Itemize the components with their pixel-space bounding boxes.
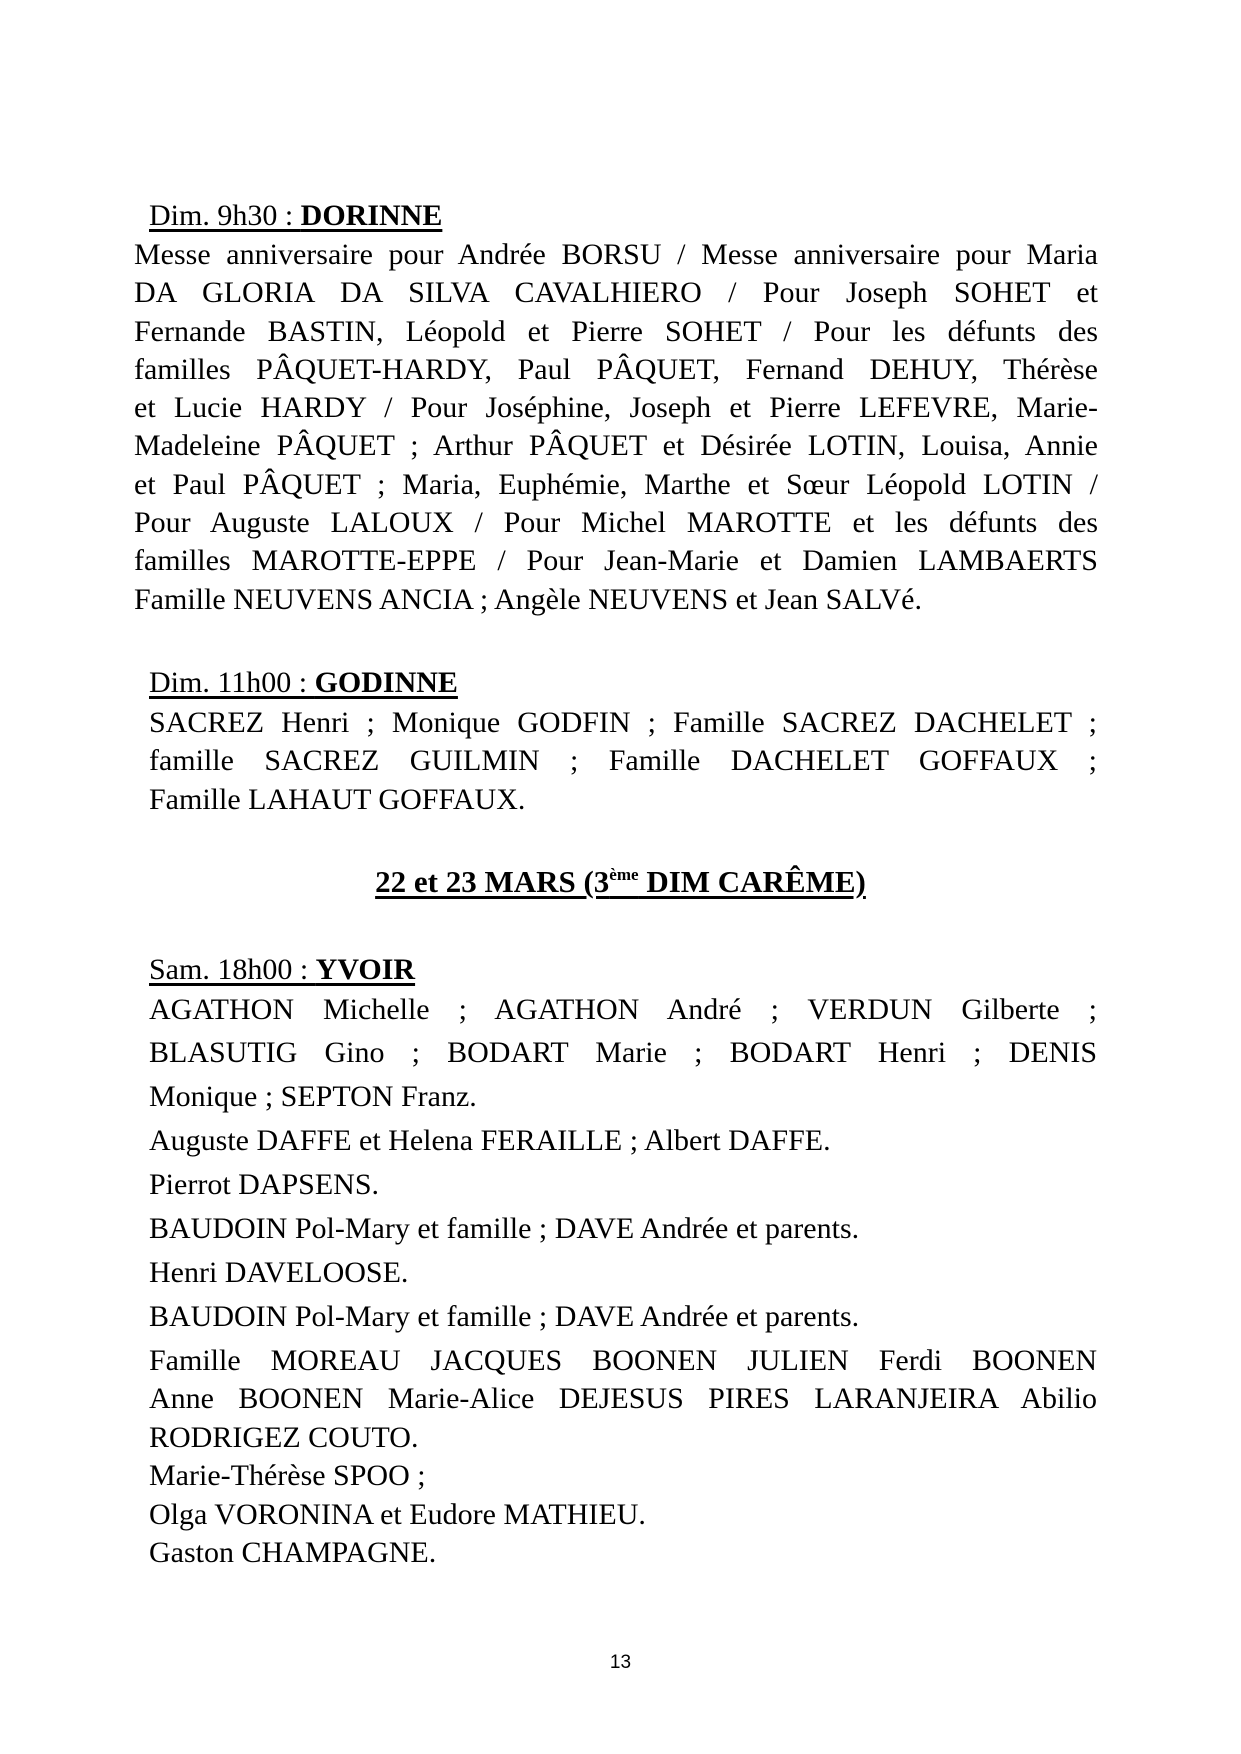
intention-line: famille SACREZ GUILMIN ; Famille DACHELET GOFFAUX ; bbox=[149, 744, 1097, 778]
intention-line: AGATHON Michelle ; AGATHON André ; VERDUN Gilberte ; bbox=[149, 993, 1097, 1026]
intention-line: familles PÂQUET-HARDY, Paul PÂQUET, Fernand DEHUY, Thérèse bbox=[134, 352, 1098, 386]
godinne-place: GODINNE bbox=[314, 666, 458, 699]
dorinne-intentions bbox=[134, 236, 1098, 619]
intention-line: BLASUTIG Gino ; BODART Marie ; BODART Henri ; DENIS bbox=[149, 1036, 1097, 1069]
intention-line: Messe anniversaire pour Andrée BORSU / Messe anniversaire pour Maria bbox=[134, 238, 1098, 271]
intention-line: Henri DAVELOOSE. bbox=[149, 1256, 409, 1289]
section-title-superscript: ème bbox=[609, 865, 639, 884]
section-title bbox=[0, 862, 1241, 902]
dorinne-time: Dim. 9h30 : bbox=[149, 199, 301, 232]
intention-line: Olga VORONINA et Eudore MATHIEU. bbox=[149, 1498, 646, 1531]
intention-line: Pierrot DAPSENS. bbox=[149, 1168, 380, 1201]
intention-line: et Lucie HARDY / Pour Joséphine, Joseph et Pierre LEFEVRE, Marie- bbox=[134, 391, 1098, 425]
intention-line: SACREZ Henri ; Monique GODFIN ; Famille SACREZ DACHELET ; bbox=[149, 706, 1097, 739]
intention-line: BAUDOIN Pol-Mary et famille ; DAVE Andrée et parents. bbox=[149, 1212, 860, 1245]
intention-line: Monique ; SEPTON Franz. bbox=[149, 1080, 477, 1113]
intention-line: Auguste DAFFE et Helena FERAILLE ; Albert DAFFE. bbox=[149, 1124, 831, 1157]
section-title-end: DIM CARÊME) bbox=[638, 864, 866, 899]
intention-line: Famille NEUVENS ANCIA ; Angèle NEUVENS et Jean SALVé. bbox=[134, 582, 922, 616]
page-number: 13 bbox=[609, 1652, 632, 1673]
godinne-time: Dim. 11h00 : bbox=[149, 666, 315, 699]
intention-line: Famille MOREAU JACQUES BOONEN JULIEN Ferdi BOONEN bbox=[149, 1344, 1097, 1377]
godinne-intentions bbox=[149, 704, 1097, 819]
dorinne-heading bbox=[149, 197, 442, 235]
yvoir-place: YVOIR bbox=[315, 953, 416, 986]
dorinne-place: DORINNE bbox=[300, 199, 443, 232]
intention-line: Fernande BASTIN, Léopold et Pierre SOHET / Pour les défunts des bbox=[134, 314, 1098, 348]
intention-line: Anne BOONEN Marie-Alice DEJESUS PIRES LARANJEIRA Abilio bbox=[149, 1382, 1097, 1415]
intention-line: DA GLORIA DA SILVA CAVALHIERO / Pour Joseph SOHET et bbox=[134, 276, 1098, 310]
intention-line: Madeleine PÂQUET ; Arthur PÂQUET et Désirée LOTIN, Louisa, Annie bbox=[134, 429, 1098, 463]
intention-line: et Paul PÂQUET ; Maria, Euphémie, Marthe et Sœur Léopold LOTIN / bbox=[134, 467, 1098, 501]
intention-line: RODRIGEZ COUTO. bbox=[149, 1421, 419, 1454]
godinne-heading bbox=[149, 664, 458, 702]
intention-line: Pour Auguste LALOUX / Pour Michel MAROTTE et les défunts des bbox=[134, 506, 1098, 540]
intention-line: familles MAROTTE-EPPE / Pour Jean-Marie et Damien LAMBAERTS bbox=[134, 544, 1098, 578]
intention-line: Marie-Thérèse SPOO ; bbox=[149, 1459, 426, 1492]
intention-line: Famille LAHAUT GOFFAUX. bbox=[149, 782, 526, 816]
yvoir-time: Sam. 18h00 : bbox=[149, 953, 316, 986]
intention-line: BAUDOIN Pol-Mary et famille ; DAVE Andrée et parents. bbox=[149, 1300, 860, 1333]
section-title-start: 22 et 23 MARS (3 bbox=[375, 864, 610, 899]
yvoir-heading bbox=[149, 951, 415, 989]
intention-line: Gaston CHAMPAGNE. bbox=[149, 1536, 437, 1569]
